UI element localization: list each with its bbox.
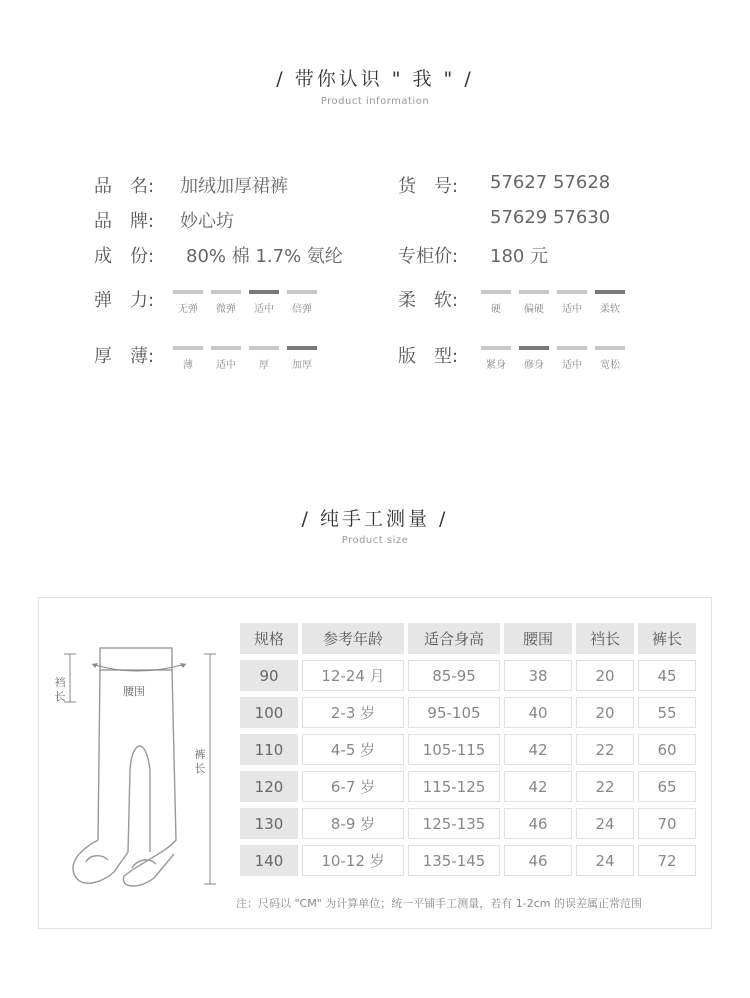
- table-cell: 6-7 岁: [302, 771, 404, 802]
- scale-option-label: 适中: [254, 304, 274, 315]
- size-table: [236, 617, 700, 882]
- table-row: [240, 771, 696, 802]
- scale-option-label: 厚: [259, 360, 269, 371]
- scale-option: [211, 346, 241, 371]
- scale-option-label: 偏硬: [524, 304, 544, 315]
- price-value: 180 元: [490, 246, 549, 267]
- table-cell: 24: [576, 808, 634, 839]
- scale-option: [173, 346, 203, 371]
- scale-option-label: 加厚: [292, 360, 312, 371]
- scale-bar: [211, 346, 241, 350]
- table-cell: 110: [240, 734, 298, 765]
- header-size: 规格: [240, 623, 298, 654]
- header-length: 裤长: [638, 623, 696, 654]
- table-cell: 72: [638, 845, 696, 876]
- scale-option-label: 修身: [524, 360, 544, 371]
- softness-label: 柔 软:: [398, 290, 459, 311]
- scale-option: [287, 346, 317, 371]
- table-cell: 120: [240, 771, 298, 802]
- sku-value-1: 57627 57628: [490, 172, 611, 193]
- softness-scale: [481, 290, 633, 315]
- table-cell: 45: [638, 660, 696, 691]
- material-value: 80% 棉 1.7% 氨纶: [186, 246, 343, 267]
- scale-bar: [287, 290, 317, 294]
- scale-option: [481, 290, 511, 315]
- elasticity-label: 弹 力:: [94, 290, 155, 311]
- brand-label: 品 牌:: [94, 211, 155, 232]
- scale-option-label: 倍弹: [292, 304, 312, 315]
- brand-value: 妙心坊: [180, 211, 234, 232]
- table-row: [240, 845, 696, 876]
- table-cell: 4-5 岁: [302, 734, 404, 765]
- thickness-scale: [173, 346, 325, 371]
- scale-option-label: 适中: [562, 304, 582, 315]
- header-height: 适合身高: [408, 623, 500, 654]
- table-row: [240, 808, 696, 839]
- scale-bar: [173, 346, 203, 350]
- scale-option: [481, 346, 511, 371]
- table-cell: 70: [638, 808, 696, 839]
- scale-option: [557, 346, 587, 371]
- price-label: 专柜价:: [398, 246, 459, 267]
- scale-bar: [519, 290, 549, 294]
- scale-bar: [211, 290, 241, 294]
- table-cell: 105-115: [408, 734, 500, 765]
- table-cell: 55: [638, 697, 696, 728]
- header-crotch: 裆长: [576, 623, 634, 654]
- scale-option-label: 适中: [562, 360, 582, 371]
- table-cell: 60: [638, 734, 696, 765]
- table-cell: 24: [576, 845, 634, 876]
- scale-bar: [481, 290, 511, 294]
- scale-bar: [557, 290, 587, 294]
- scale-option: [595, 346, 625, 371]
- table-cell: 95-105: [408, 697, 500, 728]
- table-cell: 115-125: [408, 771, 500, 802]
- table-row: [240, 697, 696, 728]
- table-cell: 8-9 岁: [302, 808, 404, 839]
- info-section-title: / 带你认识 " 我 " /: [276, 68, 474, 90]
- table-cell: 22: [576, 734, 634, 765]
- scale-option: [519, 346, 549, 371]
- table-cell: 125-135: [408, 808, 500, 839]
- scale-option-label: 紧身: [486, 360, 506, 371]
- table-cell: 130: [240, 808, 298, 839]
- scale-bar-selected: [287, 346, 317, 350]
- scale-option-label: 薄: [183, 360, 193, 371]
- table-cell: 2-3 岁: [302, 697, 404, 728]
- scale-option: [595, 290, 625, 315]
- table-cell: 22: [576, 771, 634, 802]
- header-waist: 腰围: [504, 623, 572, 654]
- pants-length-label: 裤长: [194, 748, 206, 775]
- table-row: [240, 734, 696, 765]
- table-cell: 38: [504, 660, 572, 691]
- info-section-subtitle: Product information: [320, 96, 430, 107]
- scale-option-label: 宽松: [600, 360, 620, 371]
- scale-bar: [595, 346, 625, 350]
- scale-option-label: 柔软: [600, 304, 620, 315]
- scale-option: [557, 290, 587, 315]
- scale-bar: [557, 346, 587, 350]
- scale-option: [519, 290, 549, 315]
- name-label: 品 名:: [94, 176, 155, 197]
- scale-option: [249, 290, 279, 315]
- scale-option-label: 适中: [216, 360, 236, 371]
- scale-option-label: 无弹: [178, 304, 198, 315]
- scale-bar: [481, 346, 511, 350]
- scale-bar-selected: [595, 290, 625, 294]
- scale-bar: [173, 290, 203, 294]
- header-age: 参考年龄: [302, 623, 404, 654]
- table-cell: 12-24 月: [302, 660, 404, 691]
- table-cell: 42: [504, 771, 572, 802]
- table-cell: 90: [240, 660, 298, 691]
- scale-option: [249, 346, 279, 371]
- table-cell: 46: [504, 808, 572, 839]
- crotch-length-label: 裆长: [54, 676, 66, 703]
- size-note: 注：尺码以 "CM" 为计算单位；统一平铺手工测量，若有 1-2cm 的误差属正常范围: [236, 897, 643, 910]
- scale-bar-selected: [519, 346, 549, 350]
- scale-bar: [249, 346, 279, 350]
- size-section-subtitle: Product size: [341, 535, 409, 546]
- scale-option-label: 硬: [491, 304, 501, 315]
- table-cell: 140: [240, 845, 298, 876]
- table-cell: 100: [240, 697, 298, 728]
- scale-option: [211, 290, 241, 315]
- table-cell: 40: [504, 697, 572, 728]
- scale-bar-selected: [249, 290, 279, 294]
- table-cell: 10-12 岁: [302, 845, 404, 876]
- table-cell: 85-95: [408, 660, 500, 691]
- scale-option: [173, 290, 203, 315]
- scale-option-label: 微弹: [216, 304, 236, 315]
- table-cell: 46: [504, 845, 572, 876]
- sku-label: 货 号:: [398, 176, 459, 197]
- material-label: 成 份:: [94, 246, 155, 267]
- size-table-header: [240, 623, 696, 654]
- thickness-label: 厚 薄:: [94, 346, 155, 367]
- table-cell: 20: [576, 660, 634, 691]
- scale-option: [287, 290, 317, 315]
- table-cell: 42: [504, 734, 572, 765]
- elasticity-scale: [173, 290, 325, 315]
- table-cell: 20: [576, 697, 634, 728]
- table-row: [240, 660, 696, 691]
- sku-value-2: 57629 57630: [490, 207, 611, 228]
- waist-label: 腰围: [123, 685, 145, 698]
- size-section-title: / 纯手工测量 /: [301, 508, 449, 530]
- name-value: 加绒加厚裙裤: [180, 176, 288, 197]
- table-cell: 65: [638, 771, 696, 802]
- fit-label: 版 型:: [398, 346, 459, 367]
- table-cell: 135-145: [408, 845, 500, 876]
- fit-scale: [481, 346, 633, 371]
